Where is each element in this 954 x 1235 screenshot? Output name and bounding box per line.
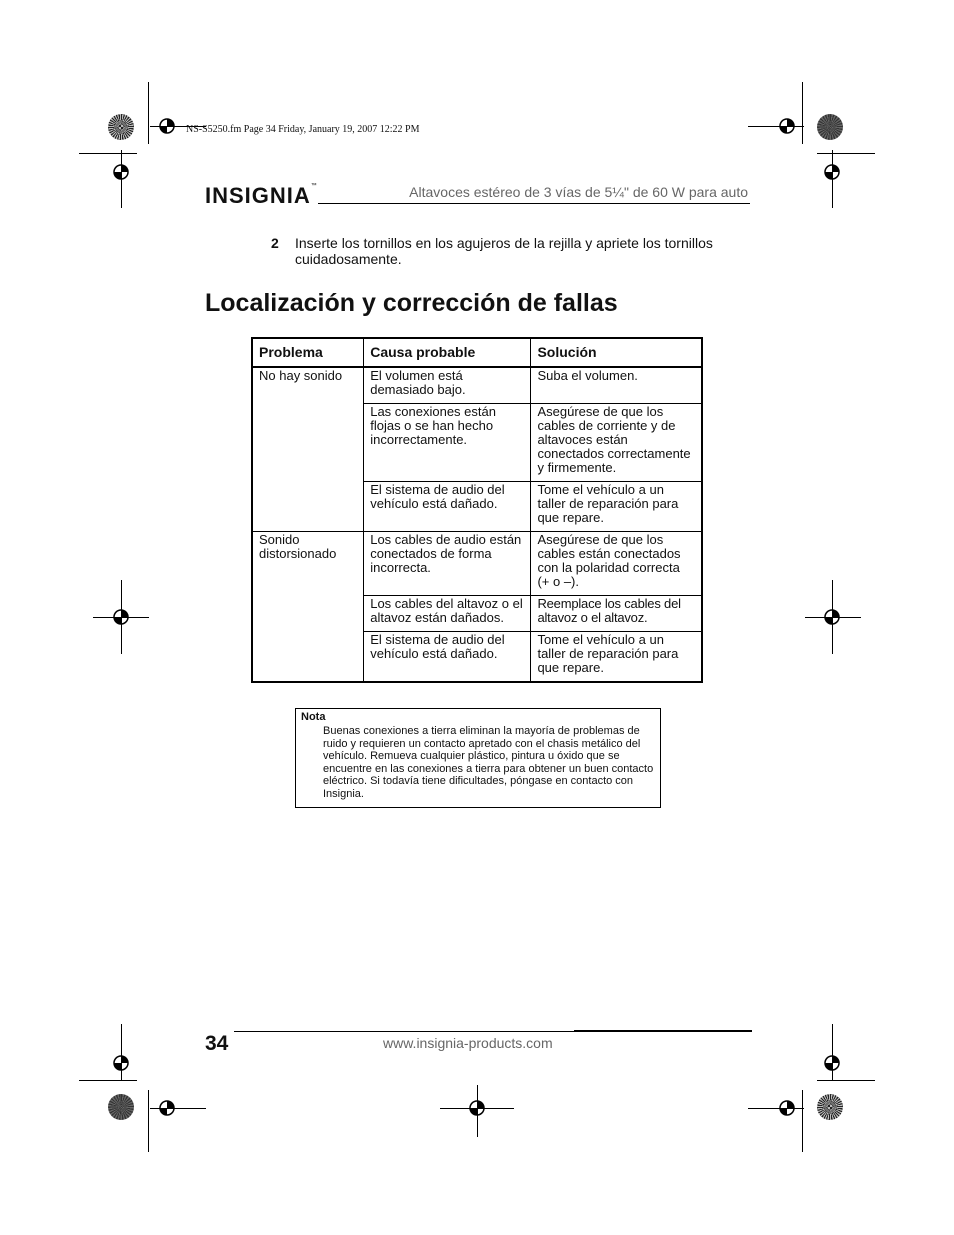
page-number: 34 (205, 1032, 229, 1055)
section-title: Localización y corrección de fallas (205, 289, 618, 317)
table-row (252, 532, 702, 596)
trademark-symbol: ™ (310, 183, 318, 189)
registration-mark-icon (111, 1053, 131, 1073)
cause-cell: El sistema de audio del vehículo está dañado. (364, 632, 531, 683)
note-text: Buenas conexiones a tierra eliminan la mayoría de problemas de ruido y requieren un contacto apretado con el chasis metálico del vehículo. Remueva cualquier plástico, pintura u óxido que se encuentre en las conexiones a tierra para obtener un buen contacto eléctrico. Si todavía tiene dificultades, póngase en contacto con Insignia. (323, 725, 654, 800)
crop-line (817, 153, 875, 154)
crop-line (79, 153, 137, 154)
registration-mark-icon (777, 1098, 797, 1118)
cause-cell: Las conexiones están flojas o se han hecho incorrectamente. (364, 404, 531, 482)
problem-cell: Sonido distorsionado (252, 532, 364, 683)
problem-cell: No hay sonido (252, 367, 364, 532)
header-rule (318, 203, 750, 204)
registration-mark-icon (822, 607, 842, 627)
registration-mark-icon (111, 607, 131, 627)
registration-mark-icon (157, 1098, 177, 1118)
registration-mark-icon (111, 162, 131, 182)
table-row (252, 367, 702, 404)
file-info: NS-S5250.fm Page 34 Friday, January 19, 2007 12:22 PM (186, 124, 420, 135)
table-header-row (252, 338, 702, 367)
brand-logo (205, 183, 318, 209)
column-header-cause: Causa probable (364, 338, 531, 367)
cause-cell: El sistema de audio del vehículo está dañado. (364, 482, 531, 532)
header-title: Altavoces estéreo de 3 vías de 5¼" de 60 W para auto (409, 184, 748, 200)
crop-line (802, 82, 803, 144)
brand-name: INSIGNIA (205, 183, 311, 208)
crop-line (148, 1090, 149, 1152)
calibration-disc-icon (817, 114, 843, 140)
crop-line (148, 82, 149, 144)
footer-url: www.insignia-products.com (383, 1035, 553, 1051)
solution-cell: Reemplace los cables del altavoz o el altavoz. (531, 596, 702, 632)
footer-rule (574, 1030, 752, 1032)
solution-cell: Asegúrese de que los cables están conectados con la polaridad correcta (+ o –). (531, 532, 702, 596)
calibration-disc-icon (108, 1094, 134, 1120)
cause-cell: Los cables del altavoz o el altavoz están dañados. (364, 596, 531, 632)
step-text: Inserte los tornillos en los agujeros de la rejilla y apriete los tornillos cuidadosamente. (295, 235, 713, 267)
column-header-problem: Problema (252, 338, 364, 367)
troubleshooting-table (251, 337, 703, 683)
solution-cell: Tome el vehículo a un taller de reparación para que repare. (531, 482, 702, 532)
footer-rule (234, 1031, 574, 1032)
crop-line (817, 1080, 875, 1081)
crop-line (79, 1080, 137, 1081)
registration-mark-icon (777, 116, 797, 136)
column-header-solution: Solución (531, 338, 702, 367)
registration-mark-icon (822, 162, 842, 182)
cause-cell: Los cables de audio están conectados de forma incorrecta. (364, 532, 531, 596)
step-number: 2 (271, 235, 279, 251)
note-label: Nota (301, 711, 326, 723)
registration-mark-icon (822, 1053, 842, 1073)
calibration-disc-icon (817, 1094, 843, 1120)
registration-mark-icon (467, 1098, 487, 1118)
crop-line (802, 1090, 803, 1152)
registration-mark-icon (157, 116, 177, 136)
solution-cell: Suba el volumen. (531, 367, 702, 404)
solution-cell: Asegúrese de que los cables de corriente y de altavoces están conectados correctamente y firmemente. (531, 404, 702, 482)
calibration-disc-icon (108, 114, 134, 140)
cause-cell: El volumen está demasiado bajo. (364, 367, 531, 404)
solution-cell: Tome el vehículo a un taller de reparación para que repare. (531, 632, 702, 683)
